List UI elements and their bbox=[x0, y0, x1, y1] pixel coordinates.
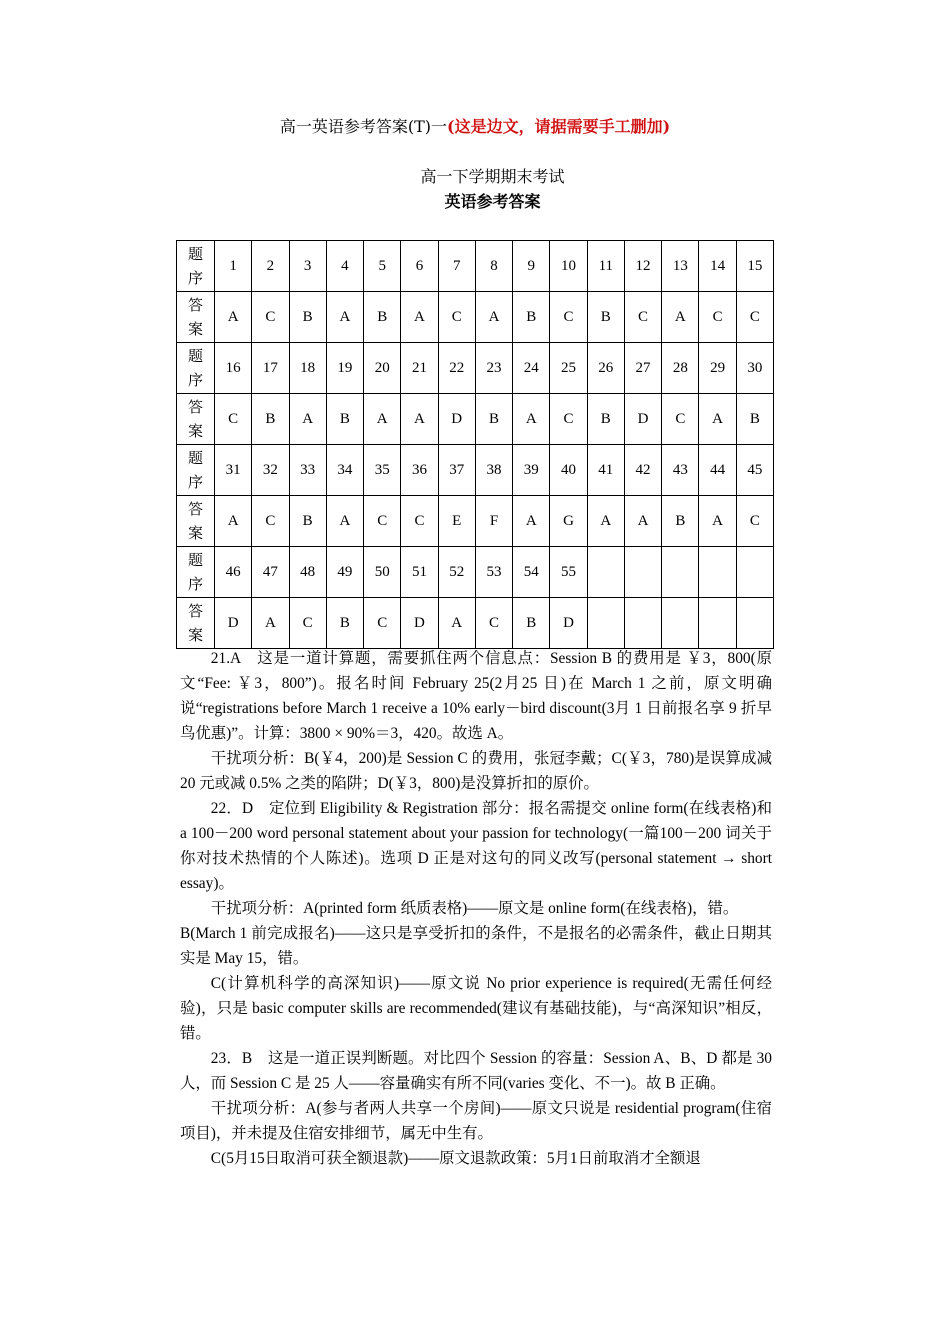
question-number-cell: 17 bbox=[252, 343, 289, 394]
question-number-cell bbox=[624, 547, 661, 598]
answer-cell: A bbox=[289, 394, 326, 445]
question-number-cell: 42 bbox=[624, 445, 661, 496]
question-number-cell: 29 bbox=[699, 343, 736, 394]
question-number-cell: 50 bbox=[364, 547, 401, 598]
answer-cell: A bbox=[438, 598, 475, 649]
answer-cell: C bbox=[215, 394, 252, 445]
question-number-cell: 9 bbox=[513, 241, 550, 292]
answer-cell: C bbox=[550, 292, 587, 343]
answer-cell: A bbox=[624, 496, 661, 547]
question-number-cell: 8 bbox=[475, 241, 512, 292]
answer-cell: A bbox=[326, 292, 363, 343]
question-number-cell: 44 bbox=[699, 445, 736, 496]
answer-cell: B bbox=[364, 292, 401, 343]
table-row bbox=[177, 292, 774, 343]
question-number-cell: 20 bbox=[364, 343, 401, 394]
question-number-cell: 11 bbox=[587, 241, 624, 292]
paragraph: 22．D 定位到 Eligibility & Registration 部分：报名需提交 online form(在线表格)和 a 100－200 word personal statement about your passion for technology(一篇100－200 词关于你对技术热情的个人陈述)。选项 D 正是对这句的同义改写(personal statement → short essay)。 bbox=[180, 800, 772, 892]
question-number-cell: 54 bbox=[513, 547, 550, 598]
paragraph: B(March 1 前完成报名)——这只是享受折扣的条件，不是报名的必需条件，截止日期其实是 May 15，错。 bbox=[180, 925, 772, 967]
question-number-cell: 32 bbox=[252, 445, 289, 496]
answer-cell: A bbox=[401, 394, 438, 445]
paragraph: C(计算机科学的高深知识)——原文说 No prior experience is required(无需任何经验)，只是 basic computer skills are recommended(建议有基础技能)，与“高深知识”相反，错。 bbox=[180, 975, 772, 1042]
question-number-cell: 46 bbox=[215, 547, 252, 598]
question-number-cell: 13 bbox=[662, 241, 699, 292]
question-number-cell: 27 bbox=[624, 343, 661, 394]
answer-cell: C bbox=[289, 598, 326, 649]
table-row bbox=[177, 496, 774, 547]
answer-cell: B bbox=[289, 292, 326, 343]
header-title: 高一英语参考答案(T)一 bbox=[279, 117, 447, 136]
answer-cell bbox=[624, 598, 661, 649]
answer-cell: G bbox=[550, 496, 587, 547]
question-number-cell: 52 bbox=[438, 547, 475, 598]
question-number-cell: 55 bbox=[550, 547, 587, 598]
paragraph: 干扰项分析：A(printed form 纸质表格)——原文是 online form(在线表格)，错。 bbox=[210, 900, 739, 917]
row-label-number: 题 序 bbox=[177, 445, 215, 496]
answer-cell: A bbox=[252, 598, 289, 649]
paragraph: 干扰项分析：B(￥4，200)是 Session C 的费用，张冠李戴；C(￥3，780)是误算成减 20 元或减 0.5% 之类的陷阱；D(￥3，800)是没算折扣的原价。 bbox=[180, 750, 772, 792]
answer-cell: C bbox=[662, 394, 699, 445]
question-number-cell: 43 bbox=[662, 445, 699, 496]
answer-cell: C bbox=[401, 496, 438, 547]
question-number-cell: 36 bbox=[401, 445, 438, 496]
answer-cell: D bbox=[401, 598, 438, 649]
question-number-cell: 39 bbox=[513, 445, 550, 496]
answer-cell: C bbox=[252, 496, 289, 547]
question-number-cell: 6 bbox=[401, 241, 438, 292]
question-number-cell: 4 bbox=[326, 241, 363, 292]
question-number-cell bbox=[736, 547, 773, 598]
answer-cell: B bbox=[326, 394, 363, 445]
answer-cell: A bbox=[215, 496, 252, 547]
answer-cell: A bbox=[587, 496, 624, 547]
question-number-cell: 35 bbox=[364, 445, 401, 496]
question-number-cell: 3 bbox=[289, 241, 326, 292]
table-row bbox=[177, 343, 774, 394]
answer-cell: F bbox=[475, 496, 512, 547]
question-number-cell: 16 bbox=[215, 343, 252, 394]
answer-cell: C bbox=[736, 496, 773, 547]
paragraph: 23．B 这是一道正误判断题。对比四个 Session 的容量：Session A、B、D 都是 30 人，而 Session C 是 25 人——容量确实有所不同(varies 变化、不一)。故 B 正确。 bbox=[180, 1050, 772, 1092]
question-number-cell: 25 bbox=[550, 343, 587, 394]
answer-cell: A bbox=[662, 292, 699, 343]
question-number-cell: 26 bbox=[587, 343, 624, 394]
question-number-cell: 14 bbox=[699, 241, 736, 292]
answer-cell: A bbox=[215, 292, 252, 343]
answer-cell: C bbox=[624, 292, 661, 343]
answer-cell: D bbox=[550, 598, 587, 649]
answer-cell: A bbox=[401, 292, 438, 343]
row-label-number: 题 序 bbox=[177, 547, 215, 598]
header-note: (这是边文，请据需要手工删加) bbox=[447, 117, 671, 136]
answer-cell: D bbox=[215, 598, 252, 649]
paragraph: 干扰项分析：A(参与者两人共享一个房间)——原文只说是 residential program(住宿项目)，并未提及住宿安排细节，属无中生有。 bbox=[180, 1100, 772, 1142]
question-number-cell: 33 bbox=[289, 445, 326, 496]
answer-cell: B bbox=[587, 394, 624, 445]
exam-title: 高一下学期期末考试 bbox=[420, 167, 565, 186]
answer-cell: A bbox=[326, 496, 363, 547]
question-number-cell: 7 bbox=[438, 241, 475, 292]
question-number-cell: 38 bbox=[475, 445, 512, 496]
answer-table-body bbox=[177, 241, 774, 649]
answer-cell: B bbox=[513, 598, 550, 649]
question-number-cell: 23 bbox=[475, 343, 512, 394]
question-number-cell: 19 bbox=[326, 343, 363, 394]
answer-cell: D bbox=[438, 394, 475, 445]
answer-cell: A bbox=[513, 394, 550, 445]
paragraph: 21.A 这是一道计算题，需要抓住两个信息点：Session B 的费用是 ￥3，800(原文“Fee: ￥3，800”)。报名时间 February 25(2月25 日)在 March 1 之前，原文明确说“registrations before March 1 receive a 10% early－bird discount(3月 1 日前报名享 9 折早鸟优惠)”。计算：3800 × 90%＝3，420。故选 A。 bbox=[180, 650, 772, 742]
question-number-cell: 31 bbox=[215, 445, 252, 496]
answer-cell: A bbox=[699, 394, 736, 445]
question-number-cell: 48 bbox=[289, 547, 326, 598]
answer-cell: C bbox=[475, 598, 512, 649]
answer-cell bbox=[736, 598, 773, 649]
answer-cell bbox=[699, 598, 736, 649]
row-label-answer: 答 案 bbox=[177, 496, 215, 547]
paragraph: C(5月15日取消可获全额退款)——原文退款政策：5月1日前取消才全额退 bbox=[210, 1150, 701, 1167]
answer-cell: B bbox=[252, 394, 289, 445]
answer-cell: A bbox=[513, 496, 550, 547]
answer-cell: B bbox=[326, 598, 363, 649]
table-row bbox=[177, 445, 774, 496]
answer-cell: A bbox=[364, 394, 401, 445]
question-number-cell: 53 bbox=[475, 547, 512, 598]
question-number-cell: 5 bbox=[364, 241, 401, 292]
question-number-cell: 22 bbox=[438, 343, 475, 394]
question-number-cell: 28 bbox=[662, 343, 699, 394]
answer-cell: C bbox=[364, 598, 401, 649]
question-number-cell: 2 bbox=[252, 241, 289, 292]
answer-cell: C bbox=[438, 292, 475, 343]
question-number-cell: 34 bbox=[326, 445, 363, 496]
question-number-cell: 37 bbox=[438, 445, 475, 496]
answer-cell: C bbox=[364, 496, 401, 547]
table-row bbox=[177, 598, 774, 649]
answer-cell: D bbox=[624, 394, 661, 445]
question-number-cell: 10 bbox=[550, 241, 587, 292]
row-label-answer: 答 案 bbox=[177, 598, 215, 649]
question-number-cell: 1 bbox=[215, 241, 252, 292]
answer-cell: B bbox=[475, 394, 512, 445]
question-number-cell: 18 bbox=[289, 343, 326, 394]
question-number-cell: 45 bbox=[736, 445, 773, 496]
answer-cell: B bbox=[587, 292, 624, 343]
answer-cell: B bbox=[662, 496, 699, 547]
question-number-cell bbox=[699, 547, 736, 598]
answer-cell bbox=[587, 598, 624, 649]
answer-cell: A bbox=[475, 292, 512, 343]
table-row bbox=[177, 241, 774, 292]
question-number-cell: 30 bbox=[736, 343, 773, 394]
question-number-cell bbox=[662, 547, 699, 598]
row-label-answer: 答 案 bbox=[177, 394, 215, 445]
answer-cell: C bbox=[252, 292, 289, 343]
question-number-cell: 41 bbox=[587, 445, 624, 496]
table-row bbox=[177, 547, 774, 598]
row-label-number: 题 序 bbox=[177, 343, 215, 394]
question-number-cell bbox=[587, 547, 624, 598]
row-label-answer: 答 案 bbox=[177, 292, 215, 343]
question-number-cell: 12 bbox=[624, 241, 661, 292]
answer-cell: B bbox=[289, 496, 326, 547]
exam-subtitle: 英语参考答案 bbox=[444, 192, 541, 211]
row-label-number: 题 序 bbox=[177, 241, 215, 292]
question-number-cell: 15 bbox=[736, 241, 773, 292]
explanation-text bbox=[180, 646, 772, 1171]
page-header bbox=[0, 116, 950, 138]
question-number-cell: 24 bbox=[513, 343, 550, 394]
question-number-cell: 47 bbox=[252, 547, 289, 598]
table-row bbox=[177, 394, 774, 445]
answer-table bbox=[176, 240, 774, 649]
question-number-cell: 49 bbox=[326, 547, 363, 598]
answer-cell bbox=[662, 598, 699, 649]
question-number-cell: 21 bbox=[401, 343, 438, 394]
answer-cell: C bbox=[736, 292, 773, 343]
answer-cell: C bbox=[699, 292, 736, 343]
answer-cell: A bbox=[699, 496, 736, 547]
answer-cell: C bbox=[550, 394, 587, 445]
answer-cell: B bbox=[736, 394, 773, 445]
question-number-cell: 51 bbox=[401, 547, 438, 598]
answer-cell: E bbox=[438, 496, 475, 547]
answer-cell: B bbox=[513, 292, 550, 343]
question-number-cell: 40 bbox=[550, 445, 587, 496]
